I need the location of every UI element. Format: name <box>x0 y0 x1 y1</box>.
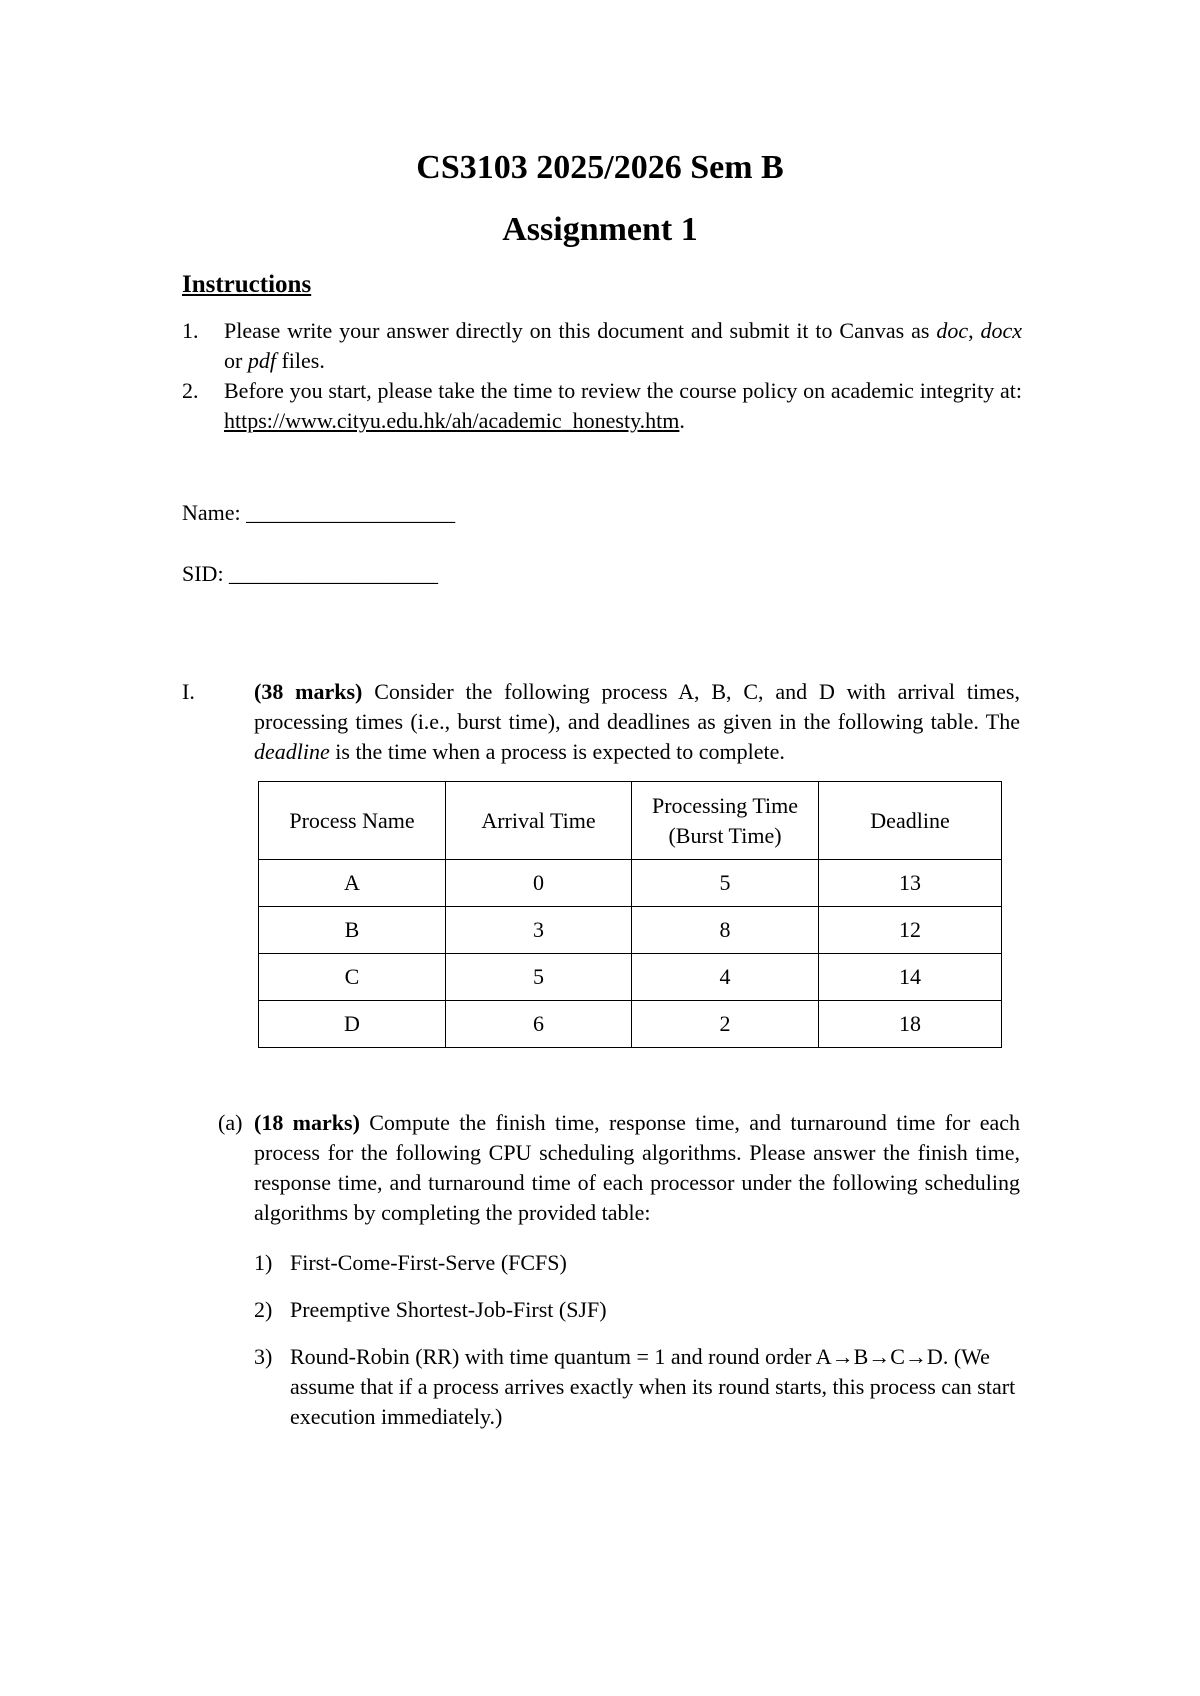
sid-field: SID: ___________________ <box>182 561 439 586</box>
algorithm-number: 2) <box>254 1297 273 1322</box>
table-row <box>259 954 1002 1001</box>
cell-processing: 4 <box>632 954 819 1001</box>
question-marks: (38 marks) <box>254 679 363 704</box>
part-a-marks: (18 marks) <box>254 1110 360 1135</box>
question-1-text: (38 marks) Consider the following process A, B, C, and D with arrival times, processing times (i.e., burst time), and deadlines as given in the following table. The deadline is the time when a process is expected to complete. <box>254 679 1020 764</box>
cell-deadline: 13 <box>819 860 1002 907</box>
cell-deadline: 18 <box>819 1001 1002 1048</box>
cell-process: C <box>259 954 446 1001</box>
table-row <box>259 907 1002 954</box>
process-table <box>258 781 1002 1048</box>
name-field: Name: ___________________ <box>182 500 456 525</box>
question-number: I. <box>182 679 195 704</box>
academic-honesty-link[interactable]: https://www.cityu.edu.hk/ah/academic_honesty.htm <box>224 408 680 433</box>
cell-processing: 5 <box>632 860 819 907</box>
table-header-row <box>259 782 1002 860</box>
cell-process: A <box>259 860 446 907</box>
algorithm-number: 3) <box>254 1344 273 1369</box>
header-deadline: Deadline <box>819 782 1002 860</box>
instruction-number: 1. <box>182 318 199 343</box>
part-a-label: (a) <box>218 1110 243 1135</box>
assignment-title: Assignment 1 <box>502 211 698 248</box>
cell-processing: 2 <box>632 1001 819 1048</box>
cell-process: B <box>259 907 446 954</box>
instruction-item-2: 2. Before you start, please take the time to review the course policy on academic integrity at: https://www.cityu.edu.hk/ah/academic_honesty.htm. <box>182 378 1022 433</box>
instructions-heading: Instructions <box>182 271 312 298</box>
table-row <box>259 1001 1002 1048</box>
algorithm-fcfs: First-Come-First-Serve (FCFS) <box>290 1250 567 1275</box>
algorithm-rr: Round-Robin (RR) with time quantum = 1 and round order A→B→C→D. (We assume that if a process arrives exactly when its round starts, this process can start execution immediately.) <box>290 1344 1016 1429</box>
cell-arrival: 3 <box>446 907 632 954</box>
cell-arrival: 5 <box>446 954 632 1001</box>
part-a-text: (18 marks) Compute the finish time, response time, and turnaround time for each process for the following CPU scheduling algorithms. Please answer the finish time, response time, and turnaround time of each processor under the following scheduling algorithms by completing the provided table: <box>254 1110 1020 1225</box>
course-title: CS3103 2025/2026 Sem B <box>416 149 784 186</box>
instruction-number: 2. <box>182 378 199 403</box>
header-process-name: Process Name <box>259 782 446 860</box>
cell-process: D <box>259 1001 446 1048</box>
instruction-item-1: 1. Please write your answer directly on this document and submit it to Canvas as doc, docx or pdf files. <box>182 318 1022 373</box>
table-row <box>259 860 1002 907</box>
header-processing-time: Processing Time (Burst Time) <box>632 782 819 860</box>
cell-deadline: 14 <box>819 954 1002 1001</box>
header-arrival-time: Arrival Time <box>446 782 632 860</box>
cell-arrival: 6 <box>446 1001 632 1048</box>
algorithm-sjf: Preemptive Shortest-Job-First (SJF) <box>290 1297 607 1322</box>
cell-deadline: 12 <box>819 907 1002 954</box>
algorithm-number: 1) <box>254 1250 273 1275</box>
cell-processing: 8 <box>632 907 819 954</box>
cell-arrival: 0 <box>446 860 632 907</box>
